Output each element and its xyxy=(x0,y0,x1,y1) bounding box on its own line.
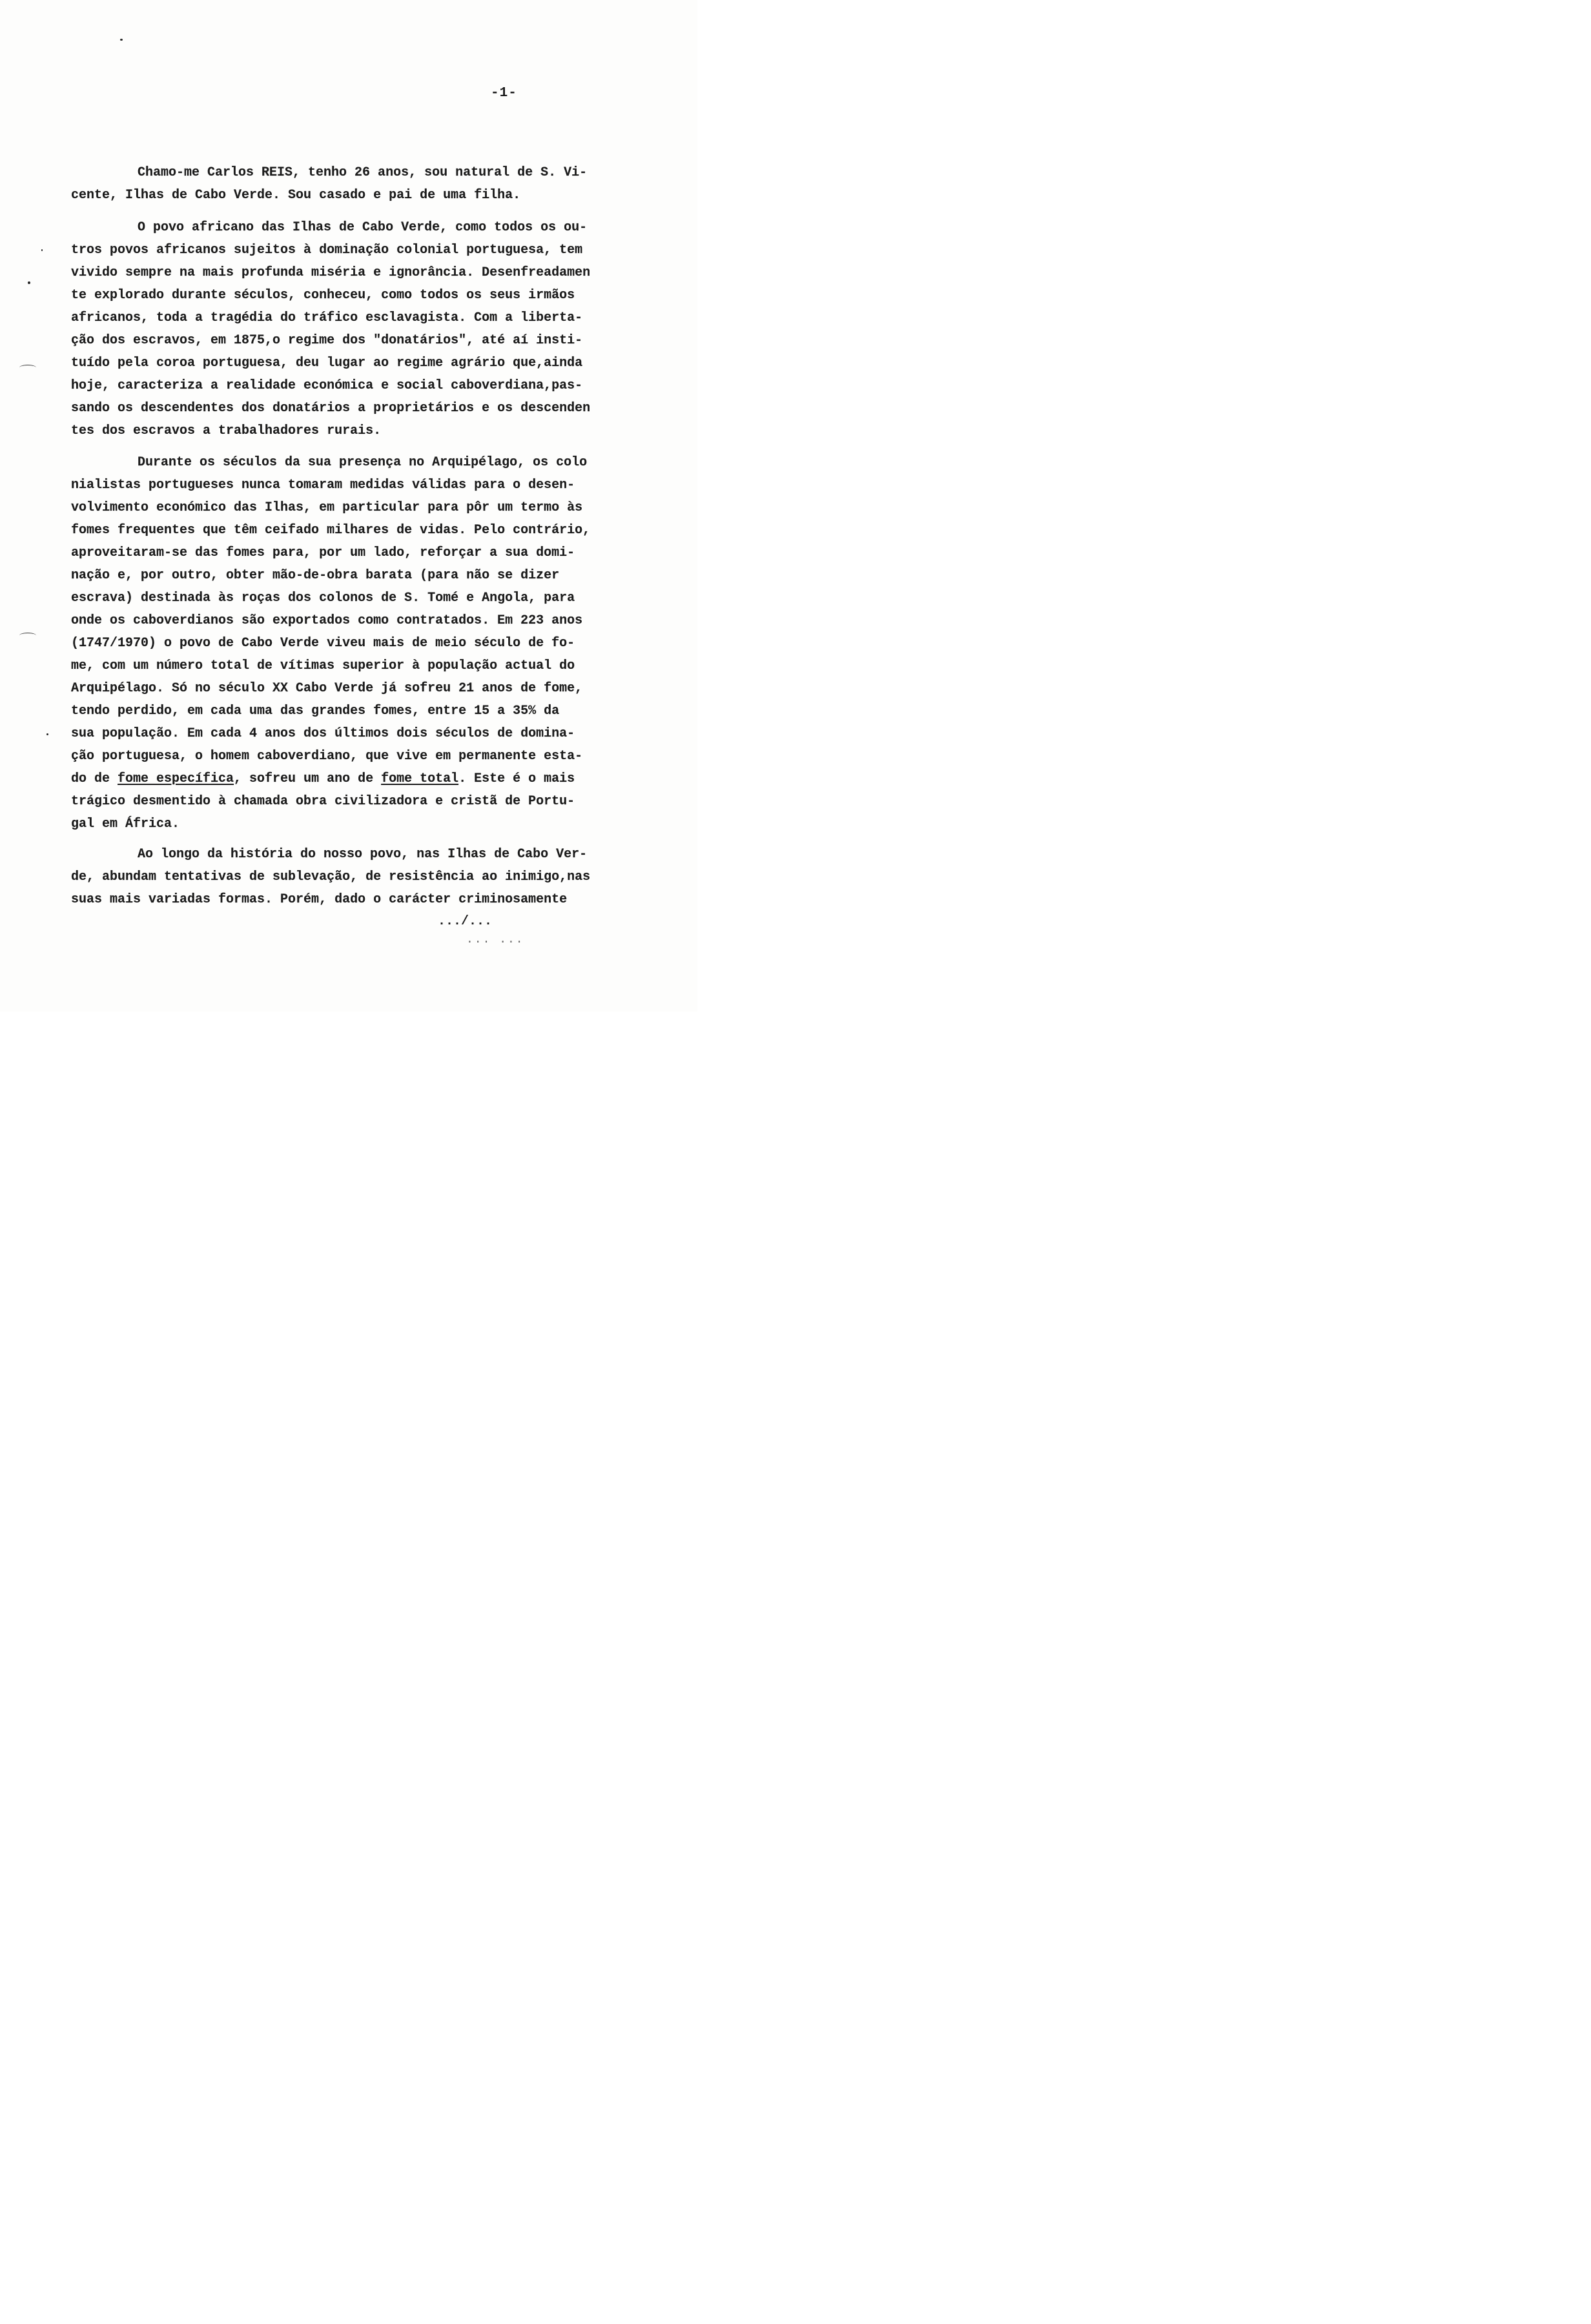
text-segment: . Este é o mais xyxy=(458,771,575,786)
text-line: te explorado durante séculos, conheceu, como todos os seus irmãos xyxy=(71,288,575,303)
text-line: sua população. Em cada 4 anos dos últimos dois séculos de domina- xyxy=(71,726,575,741)
text-line: Durante os séculos da sua presença no Arquipélago, os colo xyxy=(138,455,588,470)
text-line: sando os descendentes dos donatários a proprietários e os descenden xyxy=(71,401,591,416)
text-line: nialistas portugueses nunca tomaram medidas válidas para o desen- xyxy=(71,478,575,493)
text-line: hoje, caracteriza a realidade económica e social caboverdiana,pas- xyxy=(71,378,583,393)
text-line: gal em África. xyxy=(71,817,180,831)
text-line: volvimento económico das Ilhas, em particular para pôr um termo às xyxy=(71,500,583,515)
text-line: Arquipélago. Só no século XX Cabo Verde já sofreu 21 anos de fome, xyxy=(71,681,583,696)
text-line: de, abundam tentativas de sublevação, de resistência ao inimigo,nas xyxy=(71,870,591,884)
text-line: trágico desmentido à chamada obra civilizadora e cristã de Portu- xyxy=(71,794,575,809)
text-line: (1747/1970) o povo de Cabo Verde viveu mais de meio século de fo- xyxy=(71,636,575,651)
text-line: tes dos escravos a trabalhadores rurais. xyxy=(71,423,382,438)
text-line: onde os caboverdianos são exportados como contratados. Em 223 anos xyxy=(71,613,583,628)
margin-mark xyxy=(19,365,36,371)
text-line-with-underlines xyxy=(71,773,575,786)
text-line: tendo perdido, em cada uma das grandes fomes, entre 15 a 35% da xyxy=(71,704,560,719)
continuation-marker: .../... xyxy=(438,914,493,929)
text-line: nação e, por outro, obter mão-de-obra barata (para não se dizer xyxy=(71,568,560,583)
text-line: escrava) destinada às roças dos colonos de S. Tomé e Angola, para xyxy=(71,591,575,606)
continuation-dots: ... ... xyxy=(466,933,524,946)
scan-speck xyxy=(28,281,30,284)
text-line: ção dos escravos, em 1875,o regime dos "donatários", até aí insti- xyxy=(71,333,583,348)
text-line: africanos, toda a tragédia do tráfico esclavagista. Com a liberta- xyxy=(71,311,583,325)
scan-speck xyxy=(41,249,43,251)
page-number: -1- xyxy=(491,86,517,101)
text-line: suas mais variadas formas. Porém, dado o carácter criminosamente xyxy=(71,892,568,907)
text-line: fomes frequentes que têm ceifado milhares de vidas. Pelo contrário, xyxy=(71,523,591,538)
underlined-phrase-fome-especifica: fome específica xyxy=(118,771,234,786)
text-line: me, com um número total de vítimas superior à população actual do xyxy=(71,658,575,673)
text-segment: , sofreu um ano de xyxy=(234,771,382,786)
scan-speck xyxy=(120,39,123,41)
margin-mark xyxy=(19,633,36,638)
text-line: ção portuguesa, o homem caboverdiano, que vive em permanente esta- xyxy=(71,749,583,764)
text-line: aproveitaram-se das fomes para, por um lado, reforçar a sua domi- xyxy=(71,545,575,560)
scan-speck xyxy=(46,733,48,735)
text-line: tuído pela coroa portuguesa, deu lugar ao regime agrário que,ainda xyxy=(71,356,583,371)
text-line: cente, Ilhas de Cabo Verde. Sou casado e pai de uma filha. xyxy=(71,188,521,203)
text-line: O povo africano das Ilhas de Cabo Verde, como todos os ou- xyxy=(138,220,588,235)
text-line: tros povos africanos sujeitos à dominação colonial portuguesa, tem xyxy=(71,243,583,258)
document-page xyxy=(0,0,697,1012)
text-line: vivido sempre na mais profunda miséria e ignorância. Desenfreadamen xyxy=(71,265,591,280)
underlined-phrase-fome-total: fome total xyxy=(381,771,459,786)
text-line: Chamo-me Carlos REIS, tenho 26 anos, sou natural de S. Vi- xyxy=(138,165,588,180)
text-line: Ao longo da história do nosso povo, nas Ilhas de Cabo Ver- xyxy=(138,847,588,862)
text-segment: do de xyxy=(71,771,118,786)
